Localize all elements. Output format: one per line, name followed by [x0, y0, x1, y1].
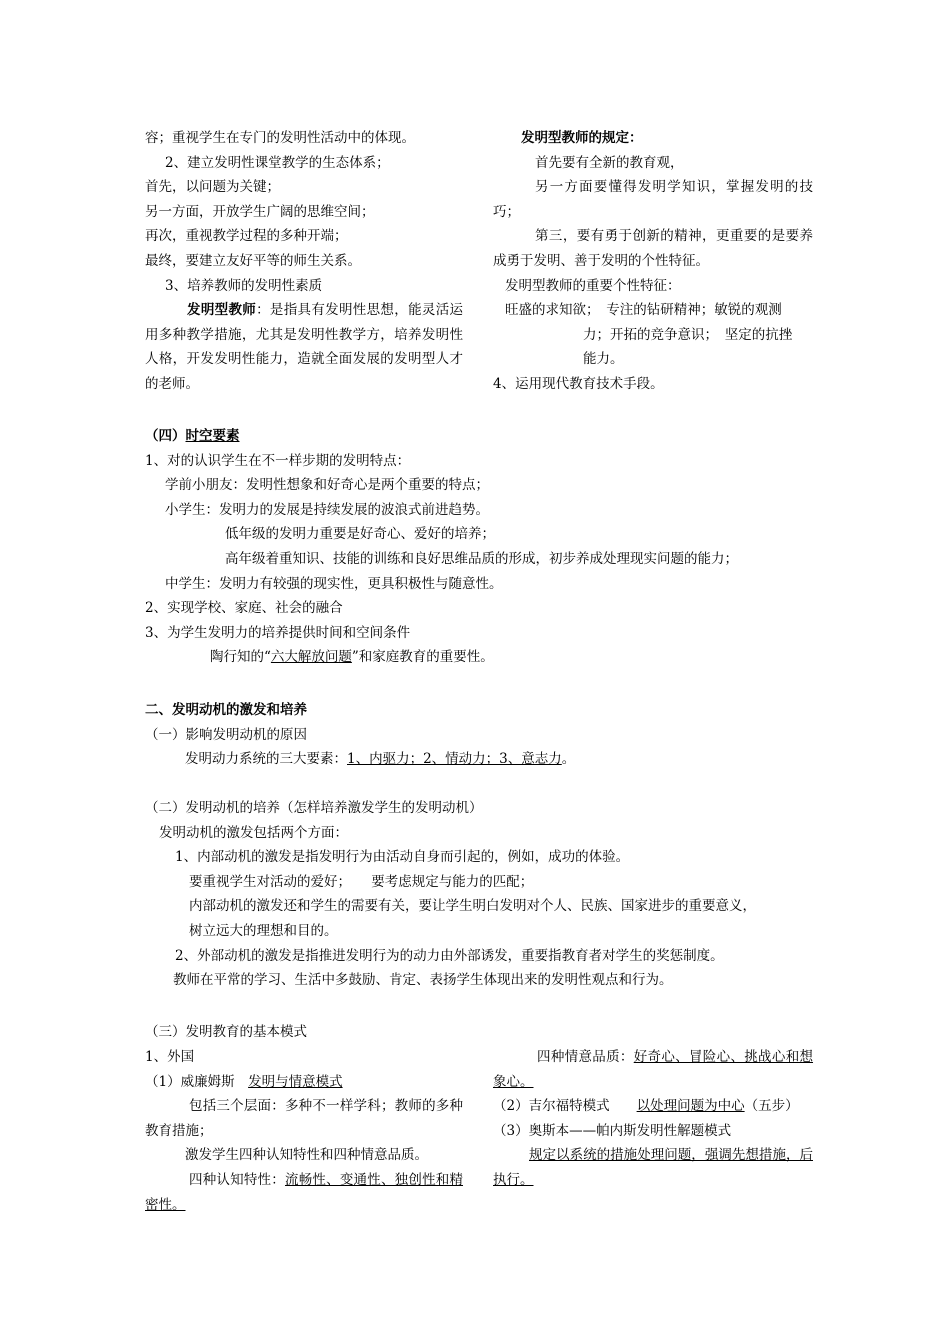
text-line: 3、培养教师的发明性素质: [165, 277, 323, 294]
section-heading: 发明型教师的规定：: [521, 130, 643, 146]
part-heading: 二、发明动机的激发和培养: [145, 702, 307, 718]
text-paragraph: [145, 1168, 463, 1217]
underlined-term: 发明与情意模式: [248, 1073, 343, 1090]
text-line: 小学生：发明力的发展是持续发展的波浪式前进趋势。: [165, 501, 489, 518]
part-two-sub2: [145, 796, 825, 993]
top-right-column: [493, 126, 813, 397]
text-paragraph: [493, 1094, 813, 1119]
section-heading: [145, 424, 825, 449]
text-line: 旺盛的求知欲； 专注的钻研精神；敏锐的观测: [505, 302, 782, 319]
text-line: 3、为学生发明力的培养提供时间和空间条件: [145, 624, 411, 641]
text-line: （3）奥斯本——帕内斯发明性解题模式: [493, 1122, 732, 1139]
underlined-term: 好奇心、冒险心、挑战心和想象心。: [493, 1049, 814, 1090]
text-line: 容；重视学生在专门的发明性活动中的体现。: [145, 130, 415, 146]
text-span: ”和家庭教育的重要性。: [351, 649, 494, 666]
section-four: [145, 424, 825, 670]
underlined-term: 以处理问题为中心: [636, 1098, 745, 1115]
definition-body: ：是指具有发明性思想，能灵活运用多种教学措施，尤其是发明性教学方，培养发明性人格，开发发明性能力，造就全面发展的发明型人才的老师。: [145, 302, 464, 392]
text-line: 4、运用现代教育技术手段。: [493, 375, 664, 392]
text-line: 1、外国: [145, 1049, 195, 1065]
text-line: 要重视学生对活动的爱好； 要考虑规定与能力的匹配；: [189, 873, 534, 890]
text-line: 激发学生四种认知特性和四种情意品质。: [185, 1147, 428, 1164]
text-span: 。: [561, 751, 576, 768]
text-line: [145, 747, 825, 772]
text-line: 1、对的认识学生在不一样步期的发明特点：: [145, 452, 411, 469]
subsection-heading: （一）影响发明动机的原因: [145, 726, 307, 743]
definition-term: 发明型教师: [187, 302, 257, 319]
subsection-heading: （三）发明教育的基本模式: [145, 1024, 307, 1040]
bottom-left-column: [145, 1045, 463, 1217]
text-line: [145, 645, 825, 670]
text-line: 中学生：发明力有较强的现实性，更具积极性与随意性。: [165, 575, 503, 592]
text-line: 再次，重视教学过程的多种开端；: [145, 228, 348, 245]
text-line: 最终，要建立友好平等的师生关系。: [145, 252, 361, 269]
text-line: 低年级的发明力重要是好奇心、爱好的培养；: [225, 526, 495, 543]
text-line: 2、建立发明性课堂教学的生态体系；: [165, 154, 390, 171]
text-span: 四种认知特性：: [189, 1171, 285, 1188]
heading-prefix: （四）: [145, 428, 186, 444]
text-span: 发明动力系统的三大要素：: [185, 751, 347, 768]
text-paragraph: 第三，要有勇于创新的精神，更重要的是要养成勇于发明、善于发明的个性特征。: [493, 228, 813, 269]
definition-paragraph: [145, 298, 463, 396]
text-line: 能力。: [583, 351, 624, 368]
text-span: （1）威廉姆斯: [145, 1073, 249, 1090]
part-two-sub3: [145, 1020, 825, 1045]
text-line: 力；开拓的竞争意识； 坚定的抗挫: [583, 326, 793, 343]
text-span: （2）吉尔福特模式: [493, 1098, 637, 1115]
text-line: 首先，以问题为关键；: [145, 179, 280, 196]
text-span: 陶行知的“: [210, 649, 271, 666]
underlined-term: 1、内驱力；2、情动力；3、意志力: [347, 751, 562, 768]
text-span: 四种情意品质：: [537, 1049, 634, 1065]
subsection-heading: （二）发明动机的培养（怎样培养激发学生的发明动机）: [145, 800, 483, 816]
text-line: 教师在平常的学习、生活中多鼓励、肯定、表扬学生体现出来的发明性观点和行为。: [173, 972, 673, 989]
text-line: 1、内部动机的激发是指发明行为由活动自身而引起的，例如，成功的体验。: [175, 849, 630, 866]
text-line: 高年级着重知识、技能的训练和良好思维品质的形成，初步养成处理现实问题的能力；: [225, 550, 738, 567]
text-line: 学前小朋友：发明性想象和好奇心是两个重要的特点；: [165, 477, 489, 494]
text-line: 2、外部动机的激发是指推进发明行为的动力由外部诱发，重要指教育者对学生的奖惩制度。: [175, 947, 724, 964]
text-span: （五步）: [744, 1098, 799, 1115]
underlined-term: 六大解放问题: [270, 649, 352, 666]
text-line: 内部动机的激发还和学生的需要有关，要让学生明白发明对个人、民族、国家进步的重要意义，: [189, 898, 756, 915]
text-line: 树立远大的理想和目的。: [189, 922, 338, 939]
text-line: 发明动机的激发包括两个方面：: [159, 824, 348, 841]
text-paragraph: 包括三个层面：多种不一样学科；教师的多种教育措施；: [145, 1098, 463, 1139]
text-line: [145, 1070, 463, 1095]
text-line: 2、实现学校、家庭、社会的融合: [145, 600, 343, 617]
underlined-paragraph: 规定以系统的措施处理问题，强调先想措施，后执行。: [493, 1147, 813, 1188]
text-line: 另一方面，开放学生广阔的思维空间；: [145, 203, 375, 220]
text-line: 首先要有全新的教育观，: [535, 154, 684, 171]
part-two: [145, 698, 825, 772]
underlined-term: 流畅性、变通性、独创性和精密性。: [145, 1171, 464, 1213]
top-left-column: [145, 126, 463, 397]
text-paragraph: 另一方面要懂得发明学知识，掌握发明的技巧；: [493, 179, 813, 220]
heading-title: 时空要素: [185, 428, 240, 444]
text-line: 发明型教师的重要个性特征：: [505, 277, 681, 294]
text-paragraph: [493, 1045, 813, 1094]
bottom-right-column: [493, 1045, 813, 1193]
